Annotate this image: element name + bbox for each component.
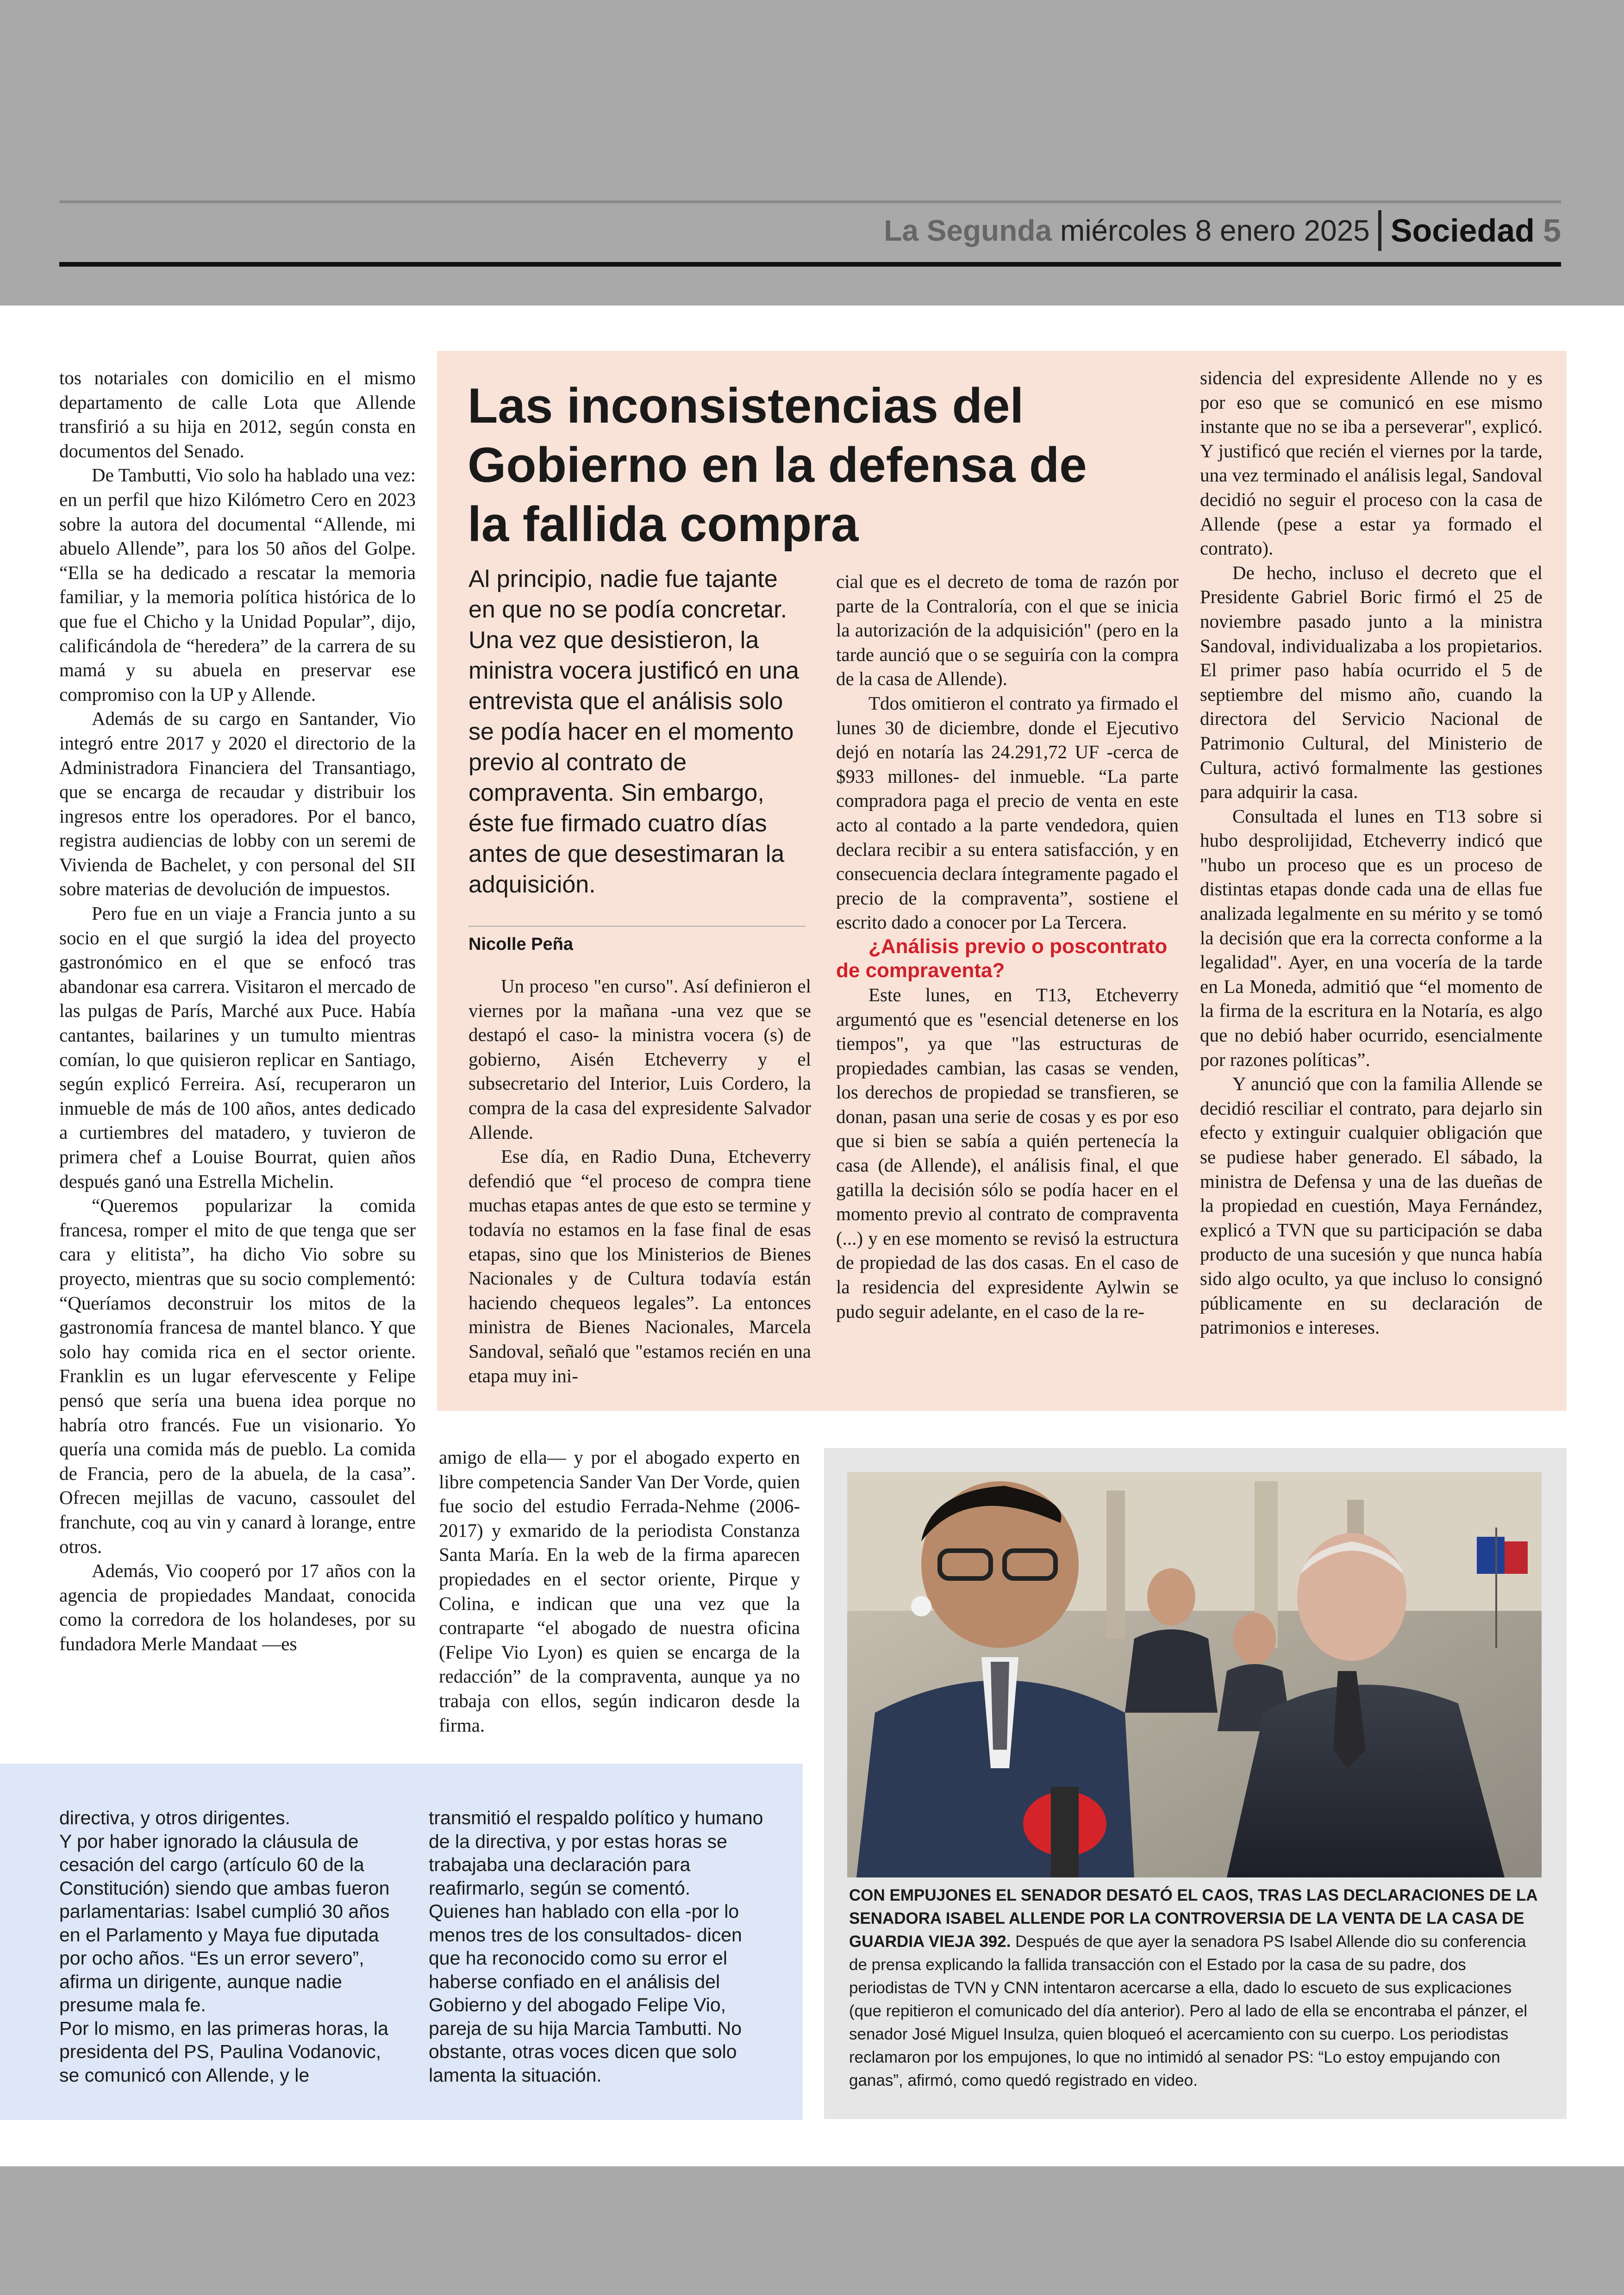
feature-column-1: [468, 974, 811, 1388]
masthead-rule-top: [59, 200, 1561, 203]
masthead: [884, 207, 1561, 254]
paragraph: Quienes han hablado con ella -por lo menos tres de los consultados- dicen que ha reconocido como su error el haberse confiado en el análisis del Gobierno y del abogado Felipe Vio, pareja de su hija Marcia Tambutti. No obstante, otras voces dicen que solo lamenta la situación.: [429, 1901, 742, 2086]
paragraph: directiva, y otros dirigentes.: [59, 1807, 291, 1828]
page-number: 5: [1543, 212, 1561, 249]
article-column-2: [439, 1445, 800, 1737]
paragraph: Además de su cargo en Santander, Vio integró entre 2017 y 2020 el directorio de la Administradora Financiera del Transantiago, que se encarga de recaudar y distribuir los ingresos entre los operadores. Por el banco, registra audiencias de lobby con un seremi de Vivienda de Bachelet, y con personal del SII sobre materias de devolución de impuestos.: [59, 708, 416, 900]
feature-column-3: [1200, 366, 1543, 1340]
section-name: Sociedad: [1390, 212, 1535, 249]
paragraph: Tdos omitieron el contrato ya firmado el lunes 30 de diciembre, donde el Ejecutivo dejó en notaría las 24.291,72 UF -cerca de $933 millones- del inmueble. “La parte compradora paga el precio de venta en este acto al contado a la parte vendedora, quien declara recibir a su entera satisfacción, y en consecuencia declara íntegramente pagado el precio de la compraventa”, sostiene el escrito dado a conocer por La Tercera.: [836, 692, 1179, 933]
paragraph: sidencia del expresidente Allende no y es por eso que se comunicó en ese mismo instante que no se iba a perseverar", explicó. Y justificó que recién el viernes por la tarde, una vez terminado el análisis legal, Sandoval decidió no seguir el proceso con la casa de Allende (pese a estar ya formado el contrato).: [1200, 367, 1543, 559]
paragraph: Este lunes, en T13, Etcheverry argumentó que es "esencial detenerse en los tiempos", ya que "las estructuras de propiedades cambian, las casas se venden, los derechos de propiedad se transfieren, se donan, pasan una serie de cosas y es por eso que si bien se sabía a quién pertenecía la casa (de Allende), el análisis final, el que gatilla la decisión sólo se podía hacer en el momento previo al contrato de compraventa (...) y en ese momento se revisó la estructura de propiedad de las dos casas. En el caso de la residencia del expresidente Aylwin se pudo seguir adelante, en el caso de la re-: [836, 984, 1179, 1322]
photo-caption-text: Después de que ayer la senadora PS Isabel Allende dio su conferencia de prensa explicando la fallida transacción con el Estado por la casa de su padre, dos periodistas de TVN y CNN intentaron acercarse a ella, dado lo escueto de sus explicaciones (que repitieron el comunicado del día anterior). Pero al lado de ella se encontraba el pánzer, el senador José Miguel Insulza, quien bloqueó el acercamiento con su cuerpo. Los periodistas reclamaron por los empujones, lo que no intimidó al senador PS: “Lo estoy empujando con ganas”, afirmó, como quedó registrado en video.: [849, 1933, 1528, 2089]
masthead-rule-bottom: [59, 262, 1561, 267]
paragraph: cial que es el decreto de toma de razón por parte de la Contraloría, con el que se inicia la autorización de la adquisición" (pero en la tarde aunció que o se seguiría con la compra de la casa de Allende).: [836, 571, 1179, 690]
paragraph: De Tambutti, Vio solo ha hablado una vez: en un perfil que hizo Kilómetro Cero en 2023 sobre la autora del documental “Allende, mi abuelo Allende”, para los 50 años del Golpe. “Ella se ha dedicado a rescatar la memoria familiar, y la memoria política histórica de lo que fue el Chicho y la Unidad Popular”, dijo, calificándola de “heredera” de la carrera de su mamá y su abuela en preservar ese compromiso con la UP y Allende.: [59, 464, 416, 705]
feature-column-2: [836, 569, 1179, 1323]
masthead-divider: [1378, 210, 1381, 251]
sidebar-column-1: [59, 1806, 402, 2087]
photo-caption-lead: CON EMPUJONES EL SENADOR DESATÓ EL CAOS, TRAS LAS DECLARACIONES DE LA SENADORA ISABEL ALLENDE POR LA CONTROVERSIA DE LA VENTA DE LA CASA DE GUARDIA VIEJA 392.: [849, 1886, 1537, 1951]
sidebar-column-2: [429, 1806, 771, 2087]
news-photo: [847, 1472, 1542, 1877]
feature-subhead: ¿Análisis previo o poscontrato de compraventa?: [836, 935, 1168, 982]
newspaper-name: La Segunda: [884, 214, 1052, 247]
paragraph: amigo de ella— y por el abogado experto en libre competencia Sander Van Der Vorde, quien fue socio del estudio Ferrada-Nehme (2006-2017) y exmarido de la periodista Constanza Santa María. En la web de la firma aparecen propiedades en el sector oriente, Pirque y Colina, e indican que una vez que la contraparte “el abogado de nuestra oficina (Felipe Vio Lyon) es quien se encarga de la redacción” de la compraventa, aunque ya no trabaja con ellos, según indicaron desde la firma.: [439, 1447, 800, 1736]
paragraph: “Queremos popularizar la comida francesa, romper el mito de que tenga que ser cara y elitista”, ha dicho Vio sobre su proyecto, mientras que su socio complementó: “Queríamos deconstruir los mitos de la gastronomía francesa de mantel blanco. Y que solo hay comida rica en el sector oriente. Franklin es un lugar efervescente y Felipe pensó que sería una buena idea porque no habría otro francés. Fue un visionario. Yo quería una comida más de pueblo. La comida de Francia, pero de la abuela, de la casa”. Ofrecen mejillas de vacuno, cassoulet del franchute, coq au vin y canard à lorange, entre otros.: [59, 1195, 416, 1557]
paragraph: Consultada el lunes en T13 sobre si hubo desprolijidad, Etcheverry indicó que "hubo un proceso que es un proceso de distintas etapas donde cada una de ellas fue analizada legalmente en su mérito y se tomó la decisión que era la correcta conforme a la legalidad". Ayer, en una vocería de la tarde en La Moneda, admitió que “el momento de la firma de la escritura en la Notaría, es algo que no debió haber ocurrido, esencialmente por razones políticas”.: [1200, 805, 1543, 1070]
paragraph: Y por haber ignorado la cláusula de cesación del cargo (artículo 60 de la Constitución) siendo que ambas fueron parlamentarias: Isabel cumplió 30 años en el Parlamento y Maya fue diputada por ocho años. “Es un error severo”, afirma un dirigente, aunque nadie presume mala fe.: [59, 1830, 390, 2015]
feature-headline: Las inconsistencias del Gobierno en la defensa de la fallida compra: [468, 378, 1087, 552]
article-column-1: [59, 366, 416, 1754]
paragraph: Además, Vio cooperó por 17 años con la agencia de propiedades Mandaat, conocida como la corredora de los holandeses, por su fundadora Merle Mandaat —es: [59, 1560, 416, 1654]
paragraph: transmitió el respaldo político y humano de la directiva, y por estas horas se trabajaba una declaración para reafirmarlo, según se comentó.: [429, 1807, 763, 1899]
paragraph: tos notariales con domicilio en el mismo departamento de calle Lota que Allende transfirió a su hija en 2012, según consta en documentos del Senado.: [59, 367, 416, 461]
photo-caption: [849, 1884, 1543, 2092]
paragraph: Pero fue en un viaje a Francia junto a su socio en el que surgió la idea del proyecto gastronómico en el que se enfocó tras abandonar esa carrera. Visitaron el mercado de las pulgas de París, Marché aux Puce. Había cantantes, bailarines y un tumulto mientras comían, lo que quisieron replicar en Santiago, según explicó Ferreira. Así, recuperaron un inmueble de más de 100 años, antes dedicado a curtiembres del matadero, y tuvieron de primera chef a Louise Bourrat, quien años después ganó una Estrella Michelin.: [59, 903, 416, 1192]
paragraph: Ese día, en Radio Duna, Etcheverry defendió que “el proceso de compra tiene muchas etapas antes de que esto se termine y todavía no estamos en la fase final de esas etapas, sino que los Ministerios de Bienes Nacionales y de Cultura todavía están haciendo chequeos legales”. La entonces ministra de Bienes Nacionales, Marcela Sandoval, señaló que "estamos recién en una etapa muy ini-: [468, 1146, 811, 1386]
news-photo-illustration: [847, 1472, 1542, 1877]
paragraph: De hecho, incluso el decreto que el Presidente Gabriel Boric firmó el 25 de noviembre pasado junto a la ministra Sandoval, individualizaba a los propietarios. El primer paso había ocurrido el 5 de septiembre del mismo año, cuando la directora del Servicio Nacional de Patrimonio Cultural, del Ministerio de Cultura, activó formalmente las gestiones para adquirir la casa.: [1200, 561, 1543, 803]
paragraph: Y anunció que con la familia Allende se decidió resciliar el contrato, para dejarlo sin efecto y extinguir cualquier obligación que se pudiese haber generado. El sábado, la ministra de Defensa y una de las dueñas de la propiedad en cuestión, Maya Fernández, explicó a TVN que su participación se daba producto de una sucesión y que nunca había sido algo oculto, ya que incluso lo consignó públicamente en su declaración de patrimonios e intereses.: [1200, 1073, 1543, 1338]
paragraph: Un proceso "en curso". Así definieron el viernes por la mañana -una vez que se destapó el caso- la ministra vocera (s) de gobierno, Aisén Etcheverry y el subsecretario del Interior, Luis Cordero, la compra de la casa del expresidente Salvador Allende.: [468, 975, 811, 1143]
byline: Nicolle Peña: [468, 926, 806, 955]
feature-deck: Al principio, nadie fue tajante en que no se podía concretar. Una vez que desistieron, la ministra vocera justificó en una entrevista que el análisis solo se podía hacer en el momento previo al contrato de compraventa. Sin embargo, éste fue firmado cuatro días antes de que desestimaran la adquisición.: [468, 566, 799, 898]
issue-date: miércoles 8 enero 2025: [1060, 214, 1370, 247]
paragraph: Por lo mismo, en las primeras horas, la presidenta del PS, Paulina Vodanovic, se comunicó con Allende, y le: [59, 2017, 388, 2086]
